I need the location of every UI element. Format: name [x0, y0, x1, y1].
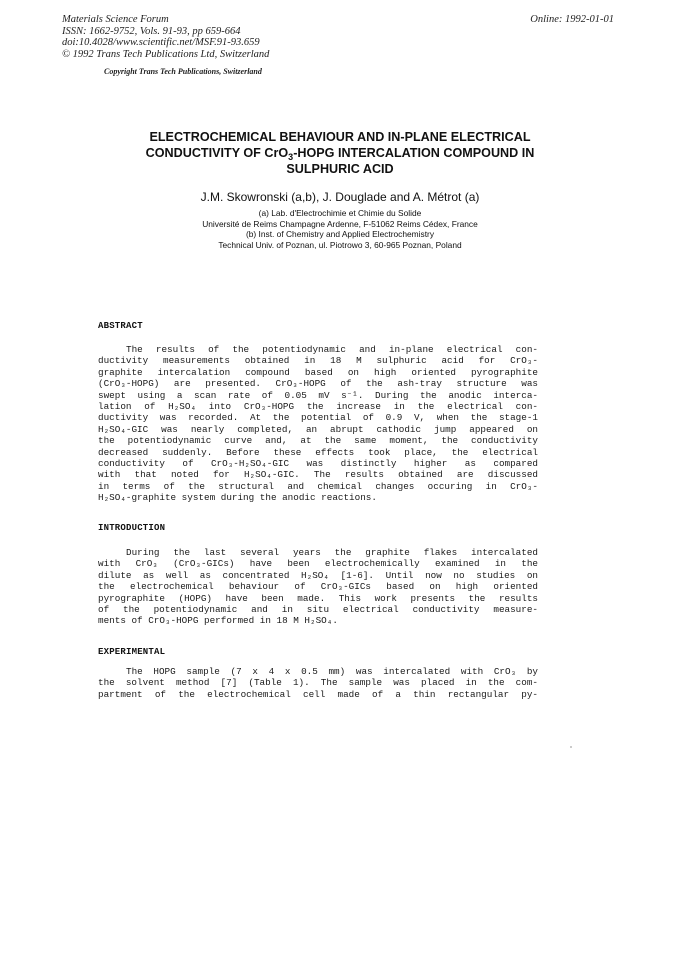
- title-line-3: SULPHURIC ACID: [286, 162, 394, 176]
- experimental-line: The HOPG sample (7 x 4 x 0.5 mm) was intercalated with CrO₃ by: [126, 666, 538, 677]
- experimental-body: [98, 666, 538, 700]
- introduction-line: the electrochemical behaviour of CrO₃-GICs based on high oriented: [98, 581, 538, 593]
- copyright-line: © 1992 Trans Tech Publications Ltd, Switzerland: [62, 48, 270, 60]
- copyright-small: Copyright Trans Tech Publications, Switzerland: [104, 67, 262, 76]
- abstract-line: ductivity measurements obtained in 18 M sulphuric acid for CrO₃-: [98, 355, 538, 367]
- affiliation-line: Technical Univ. of Poznan, ul. Piotrowo 3, 60-965 Poznan, Poland: [218, 239, 462, 250]
- abstract-heading: ABSTRACT: [98, 321, 143, 331]
- journal-header: [62, 14, 269, 60]
- introduction-line: with CrO₃ (CrO₃-GICs) have been electrochemically examined in the: [98, 558, 538, 570]
- abstract-line: ductivity was recorded. At the potential of 0.9 V, when the stage-1: [98, 412, 538, 424]
- experimental-heading: EXPERIMENTAL: [98, 647, 166, 657]
- introduction-line: pyrographite (HOPG) have been made. This work presents the results: [98, 592, 538, 604]
- affiliation-line: Université de Reims Champagne Ardenne, F-51062 Reims Cédex, France: [202, 218, 478, 229]
- online-date: Online: 1992-01-01: [530, 14, 614, 25]
- introduction-line: of the potentiodynamic and in situ electrical conductivity measure-: [98, 603, 538, 615]
- abstract-line: the potentiodynamic curve and, at the same moment, the conductivity: [98, 435, 538, 447]
- abstract-line: lation of H₂SO₄ into CrO₃-HOPG the increase in the electrical con-: [98, 400, 538, 412]
- abstract-line: graphite intercalation compound based on high oriented pyrographite: [98, 366, 538, 378]
- abstract-line: H₂SO₄-GIC was nearly completed, an abrupt cathodic jump appeared on: [98, 423, 538, 435]
- abstract-line: in terms of the structural and chemical changes occuring in CrO₃-: [98, 480, 538, 492]
- experimental-line: partment of the electrochemical cell made of a thin rectangular py-: [98, 688, 538, 700]
- experimental-line: the solvent method [7] (Table 1). The sample was placed in the com-: [98, 677, 538, 689]
- abstract-line: The results of the potentiodynamic and in-plane electrical con-: [126, 344, 538, 355]
- abstract-line: decreased suddenly. Before these effects took place, the electrical: [98, 446, 538, 458]
- title-subscript: 3: [288, 152, 294, 162]
- title-line-2-post: -HOPG INTERCALATION COMPOUND IN: [293, 146, 535, 160]
- doi-line: doi:10.4028/www.scientific.net/MSF.91-93.659: [62, 37, 260, 49]
- abstract-line: conductivity of CrO₃-H₂SO₄-GIC was distinctly higher as compared: [98, 457, 538, 469]
- abstract-line: with that noted for H₂SO₄-GIC. The results obtained are discussed: [98, 469, 538, 481]
- abstract-body: [98, 344, 538, 503]
- introduction-line: ments of CrO₃-HOPG performed in 18 M H₂SO₄.: [98, 615, 338, 627]
- paper-title: [90, 129, 590, 177]
- abstract-line: swept using a scan rate of 0.05 mV s⁻¹. During the anodic interca-: [98, 389, 538, 401]
- introduction-heading: INTRODUCTION: [98, 523, 166, 533]
- scan-speck: [570, 746, 572, 748]
- title-line-2-pre: CONDUCTIVITY OF CrO: [145, 146, 289, 160]
- introduction-line: dilute as well as concentrated H₂SO₄ [1-6]. Until now no studies on: [98, 569, 538, 581]
- title-line-1: ELECTROCHEMICAL BEHAVIOUR AND IN-PLANE ELECTRICAL: [149, 130, 531, 144]
- affiliations: [90, 208, 590, 250]
- affiliation-line: (b) Inst. of Chemistry and Applied Electrochemistry: [245, 229, 435, 240]
- issn-line: ISSN: 1662-9752, Vols. 91-93, pp 659-664: [62, 25, 241, 37]
- affiliation-line: (a) Lab. d'Electrochimie et Chimie du Solide: [258, 208, 422, 218]
- abstract-line: H₂SO₄-graphite system during the anodic reactions.: [98, 492, 377, 504]
- journal-name: Materials Science Forum: [62, 14, 169, 25]
- introduction-body: [98, 547, 538, 627]
- introduction-line: During the last several years the graphite flakes intercalated: [126, 547, 538, 558]
- title-line-2: [90, 145, 590, 161]
- abstract-line: (CrO₃-HOPG) are presented. CrO₃-HOPG of the ash-tray structure was: [98, 378, 538, 390]
- author-list: J.M. Skowronski (a,b), J. Douglade and A. Métrot (a): [200, 190, 480, 204]
